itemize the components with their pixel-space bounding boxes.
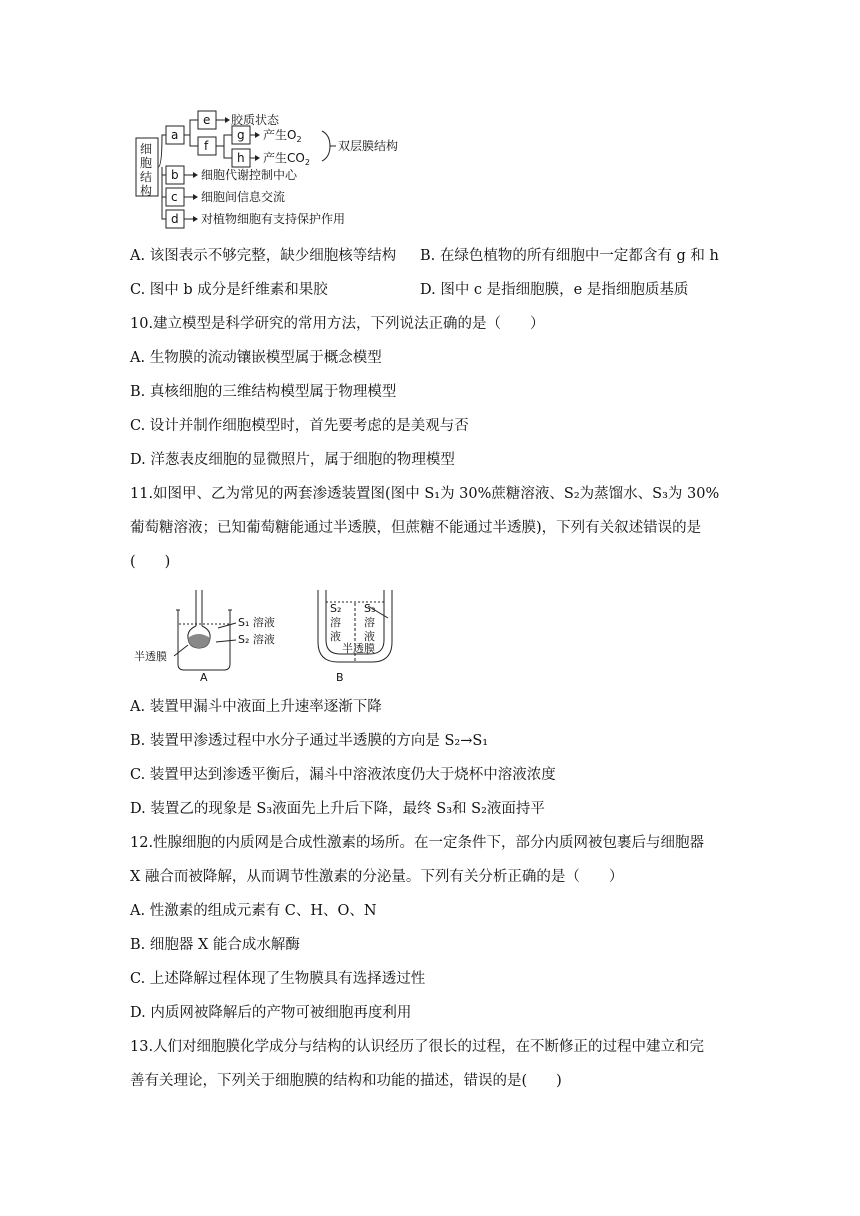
label-membrane-a: 半透膜 xyxy=(134,650,167,663)
q9-option-c: C. 图中 b 成分是纤维素和果胶 xyxy=(130,282,328,298)
q13-stem-line2: 善有关理论，下列关于细胞膜的结构和功能的描述，错误的是( ) xyxy=(130,1073,562,1089)
label-left-char-1: 溶 xyxy=(330,616,341,629)
q9-option-b: B. 在绿色植物的所有细胞中一定都含有 g 和 h xyxy=(420,248,719,264)
caption-a: A xyxy=(200,671,208,684)
q9-option-a: A. 该图表示不够完整，缺少细胞核等结构 xyxy=(130,248,397,264)
label-right-char-2: 液 xyxy=(364,630,375,643)
box-d-label: d xyxy=(171,212,179,226)
label-s2-left: S₂ xyxy=(330,602,342,615)
label-double-membrane: 双层膜结构 xyxy=(338,139,399,153)
label-b: 细胞代谢控制中心 xyxy=(201,168,298,182)
q11-option-b: B. 装置甲渗透过程中水分子通过半透膜的方向是 S₂→S₁ xyxy=(130,733,489,749)
q12-stem-line2: X 融合而被降解，从而调节性激素的分泌量。下列有关分析正确的是（ ） xyxy=(130,869,624,885)
label-left-char-2: 液 xyxy=(330,630,341,643)
box-g-label: g xyxy=(237,128,245,142)
label-d: 对植物细胞有支持保护作用 xyxy=(201,212,346,226)
root-char-3: 结 xyxy=(140,170,153,184)
label-membrane-b: 半透膜 xyxy=(342,642,375,655)
q11-stem-line2: 葡萄糖溶液；已知葡萄糖能通过半透膜，但蔗糖不能通过半透膜)，下列有关叙述错误的是 xyxy=(130,520,702,536)
root-char-1: 细 xyxy=(140,142,153,156)
label-h: 产生$CO_2$ xyxy=(263,151,310,167)
label-g: 产生$O_2$ xyxy=(263,128,302,144)
osmosis-apparatus-a xyxy=(132,590,282,682)
q13-stem-line1: 13.人们对细胞膜化学成分与结构的认识经历了很长的过程，在不断修正的过程中建立和完 xyxy=(130,1039,705,1055)
root-char-2: 胞 xyxy=(140,156,153,170)
label-s3-right: S₃ xyxy=(364,602,376,615)
label-s1-solution: S₁ 溶液 xyxy=(238,616,275,629)
box-a-label: a xyxy=(171,128,179,142)
q12-option-b: B. 细胞器 X 能合成水解酶 xyxy=(130,937,300,953)
osmosis-apparatus-b xyxy=(308,588,408,684)
box-h-label: h xyxy=(237,151,245,165)
q11-option-c: C. 装置甲达到渗透平衡后，漏斗中溶液浓度仍大于烧杯中溶液浓度 xyxy=(130,767,556,783)
q10-option-d: D. 洋葱表皮细胞的显微照片，属于细胞的物理模型 xyxy=(130,452,455,468)
cell-structure-diagram xyxy=(130,104,420,234)
box-f-label: f xyxy=(204,139,209,153)
q10-option-c: C. 设计并制作细胞模型时，首先要考虑的是美观与否 xyxy=(130,418,469,434)
q11-option-d: D. 装置乙的现象是 S₃液面先上升后下降，最终 S₃和 S₂液面持平 xyxy=(130,801,545,817)
q11-option-a: A. 装置甲漏斗中液面上升速率逐渐下降 xyxy=(130,699,382,715)
q12-option-c: C. 上述降解过程体现了生物膜具有选择透过性 xyxy=(130,971,426,987)
box-e-label: e xyxy=(203,113,211,127)
q12-option-d: D. 内质网被降解后的产物可被细胞再度利用 xyxy=(130,1005,412,1021)
label-e: 胶质状态 xyxy=(231,113,280,127)
caption-b: B xyxy=(336,671,344,684)
q10-option-b: B. 真核细胞的三维结构模型属于物理模型 xyxy=(130,384,397,400)
label-right-char-1: 溶 xyxy=(364,616,375,629)
box-c-label: c xyxy=(171,190,178,204)
q10-stem: 10.建立模型是科学研究的常用方法，下列说法正确的是（ ） xyxy=(130,316,545,332)
root-char-4: 构 xyxy=(140,184,153,198)
q12-stem-line1: 12.性腺细胞的内质网是合成性激素的场所。在一定条件下，部分内质网被包裹后与细胞器 xyxy=(130,835,705,851)
q12-option-a: A. 性激素的组成元素有 C、H、O、N xyxy=(130,903,377,919)
q11-stem-line3: ( ) xyxy=(130,554,171,570)
label-c: 细胞间信息交流 xyxy=(201,190,286,204)
q10-option-a: A. 生物膜的流动镶嵌模型属于概念模型 xyxy=(130,350,382,366)
q9-option-d: D. 图中 c 是指细胞膜，e 是指细胞质基质 xyxy=(420,282,689,298)
box-b-label: b xyxy=(171,168,179,182)
label-s2-solution: S₂ 溶液 xyxy=(238,633,275,646)
q11-stem-line1: 11.如图甲、乙为常见的两套渗透装置图(图中 S₁为 30%蔗糖溶液、S₂为蒸馏水、S₃为 30% xyxy=(130,486,720,502)
